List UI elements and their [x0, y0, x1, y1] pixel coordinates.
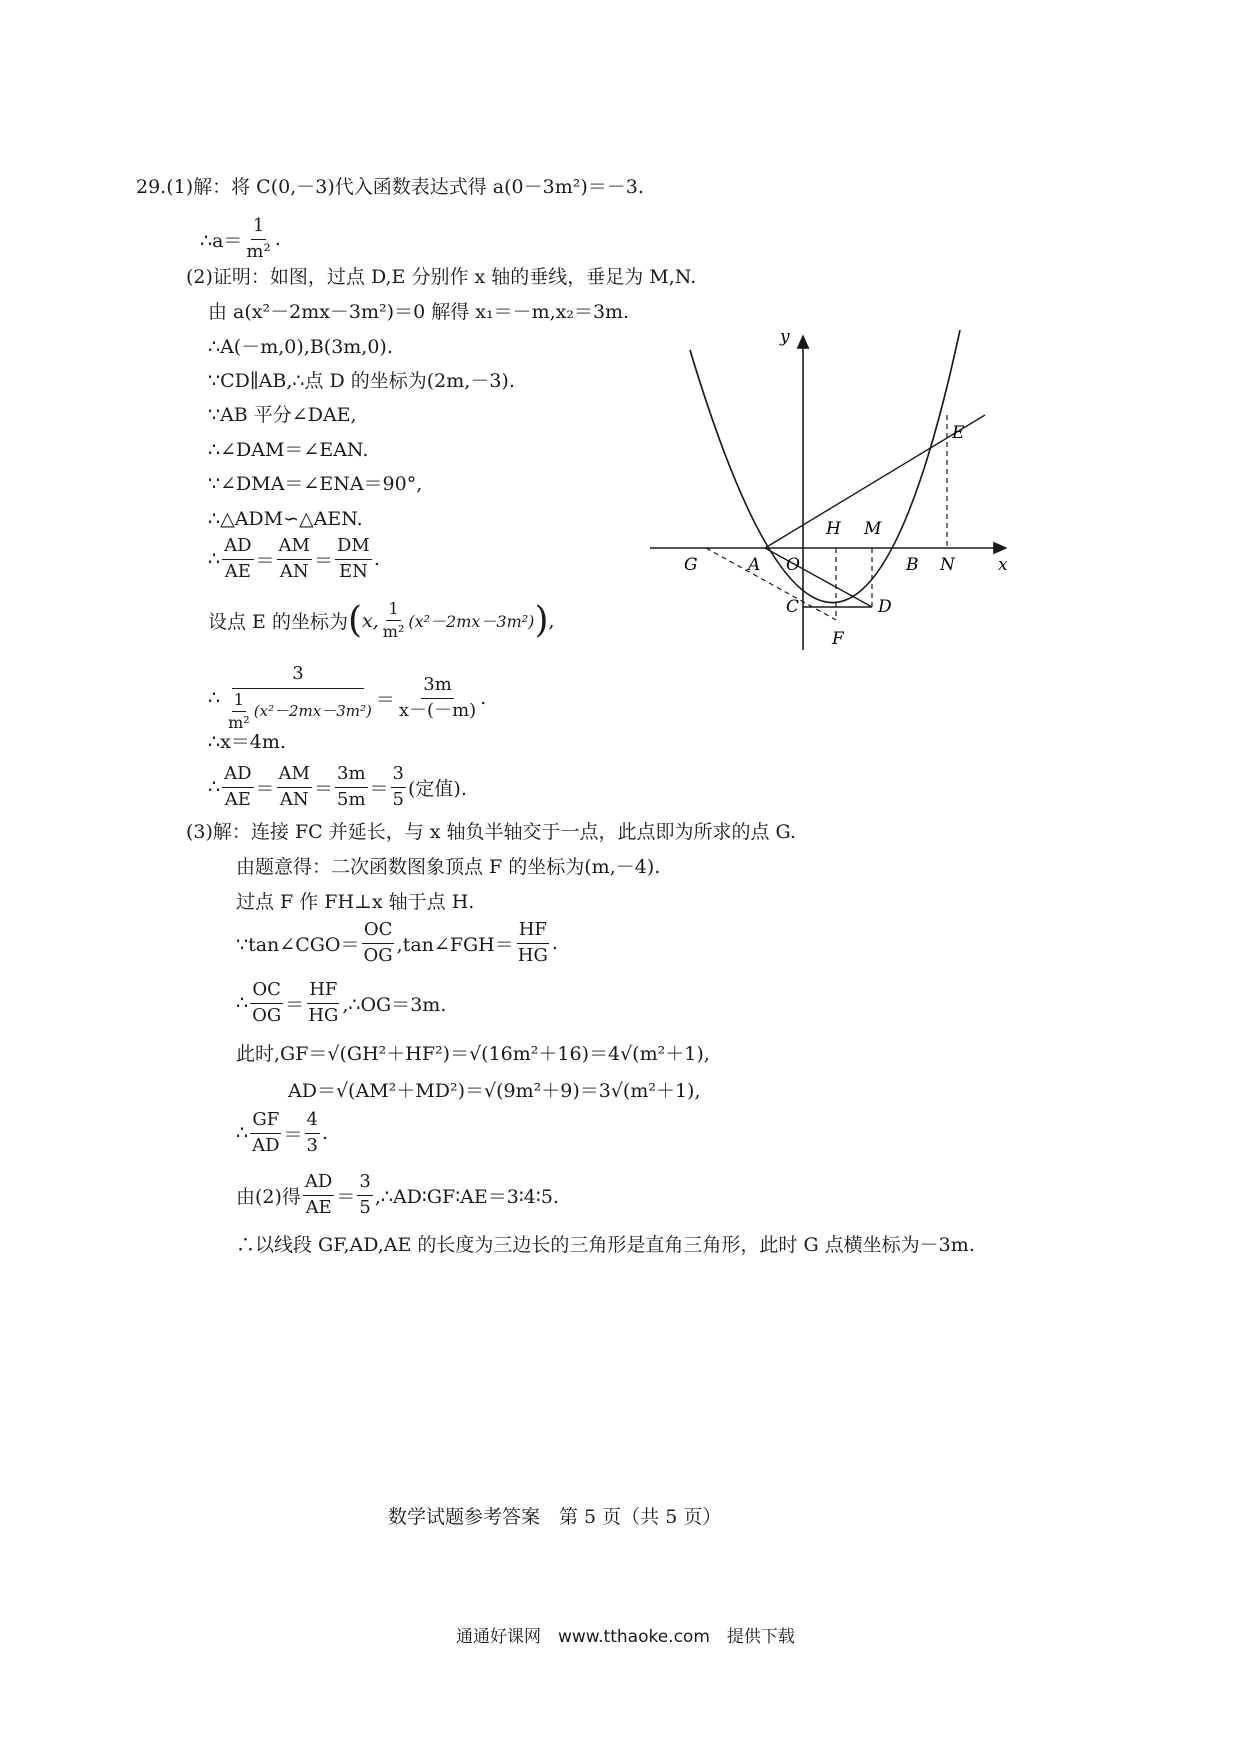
q29-part1-result: ∴a＝ $\frac{1}{\text{m²}}$ . — [200, 215, 281, 262]
fraction: $\frac{AD}{AE}$ — [224, 763, 252, 810]
fraction: $\frac{AD}{AE}$ — [224, 535, 252, 582]
fraction: $\frac{AM}{AN}$ — [278, 535, 310, 582]
watermark-text: 通通好课网 www.tthaoke.com 提供下载 — [456, 1627, 795, 1647]
line-gf — [706, 548, 836, 620]
fraction: $\frac{GF}{AD}$ — [252, 1109, 280, 1156]
q29-part1: 29.(1)解：将 C(0,－3)代入函数表达式得 a(0－3m²)＝－3. — [136, 176, 644, 198]
label-m: M — [864, 519, 882, 539]
label-f: F — [832, 629, 844, 649]
q29-conclusion: ∴以线段 GF,AD,AE 的长度为三边长的三角形是直角三角形，此时 G 点横坐标为－3m. — [236, 1234, 975, 1256]
label-x: x — [998, 555, 1008, 575]
fraction: $\frac{3}{5}$ — [359, 1171, 371, 1218]
q29-ratio-result: ∴ $\frac{AD}{AE}$ ＝ $\frac{AM}{AN}$ ＝ $\frac{3m}{5m}$ ＝ $\frac{3}{5}$ (定值). — [208, 763, 467, 810]
page-footer: 数学试题参考答案 第 5 页（共 5 页） — [388, 1506, 722, 1528]
fraction: $\frac{DM}{EN}$ — [337, 535, 370, 582]
label-h: H — [826, 519, 841, 539]
q29-part2-intro: (2)证明：如图，过点 D,E 分别作 x 轴的垂线，垂足为 M,N. — [186, 266, 697, 288]
q29-part2-step4: ∵AB 平分∠DAE, — [208, 404, 357, 426]
q29-part3-step1: 由题意得：二次函数图象顶点 F 的坐标为(m,－4). — [236, 856, 661, 878]
q29-part2-step6: ∵∠DMA＝∠ENA＝90°, — [208, 473, 423, 495]
q29-three-ratio: 由(2)得 $\frac{AD}{AE}$ ＝ $\frac{3}{5}$ ,∴AD∶GF∶AE＝3∶4∶5. — [236, 1171, 559, 1218]
fraction: $\frac{1}{\text{m²}}$ — [246, 215, 271, 262]
label-n: N — [940, 555, 955, 575]
label-c: C — [786, 597, 800, 617]
q29-ad-length: AD＝√(AM²＋MD²)＝√(9m²＋9)＝3√(m²＋1), — [288, 1080, 701, 1102]
q29-part2-step5: ∴∠DAM＝∠EAN. — [208, 439, 369, 461]
fraction: $\frac{OC}{OG}$ — [363, 919, 393, 966]
q29-x-result: ∴x＝4m. — [208, 731, 286, 753]
label-y: y — [780, 327, 790, 347]
q29-og-line: ∴ $\frac{OC}{OG}$ ＝ $\frac{HF}{HG}$ ,∴OG＝3m. — [236, 979, 447, 1026]
fraction: $\frac{3m}{5m}$ — [337, 763, 366, 810]
fraction: $\frac{4}{3}$ — [306, 1109, 318, 1156]
fraction: $\frac{1}{\text{m²}}$ — [228, 689, 250, 733]
label-a: A — [748, 555, 761, 575]
q29-part3-intro: (3)解：连接 FC 并延长，与 x 轴负半轴交于一点，此点即为所求的点 G. — [186, 821, 797, 843]
fraction: $\frac{3}{5}$ — [392, 763, 404, 810]
line-ad — [765, 548, 872, 607]
q29-part2-step7: ∴△ADM∽△AEN. — [208, 508, 363, 530]
q29-e-coordinate: 设点 E 的坐标为 ( x, $\frac{1}{\text{m²}}$ (x²－2mx－3m²) ) , — [208, 599, 555, 642]
q29-part2-step3: ∵CD∥AB,∴点 D 的坐标为(2m,－3). — [208, 370, 515, 392]
label-b: B — [906, 555, 919, 575]
fraction: $\frac{1}{\text{m²}}$ — [382, 599, 405, 642]
fraction: $\frac{HF}{HG}$ — [308, 979, 339, 1026]
label-o: O — [786, 555, 800, 575]
fraction: 3 $\frac{1}{\text{m²}}$ (x²－2mx－3m²) — [228, 663, 372, 733]
label-e: E — [952, 423, 965, 443]
parabola-figure — [640, 320, 1020, 680]
label-d: D — [878, 597, 892, 617]
q29-equation: ∴ 3 $\frac{1}{\text{m²}}$ (x²－2mx－3m²) ＝ $\frac{3m}{x-(-m)}$ . — [208, 663, 487, 733]
q29-gf-length: 此时,GF＝√(GH²＋HF²)＝√(16m²＋16)＝4√(m²＋1), — [236, 1043, 710, 1065]
fraction: $\frac{3m}{x-(-m)}$ — [398, 674, 477, 721]
q29-ratio-line: ∴ $\frac{AD}{AE}$ ＝ $\frac{AM}{AN}$ ＝ $\frac{DM}{EN}$ . — [208, 535, 380, 582]
q29-part3-step2: 过点 F 作 FH⊥x 轴于点 H. — [236, 891, 475, 913]
fraction: $\frac{HF}{HG}$ — [517, 919, 548, 966]
text-segment: ∴a＝ — [200, 229, 243, 252]
label-g: G — [684, 555, 698, 575]
fraction: $\frac{AD}{AE}$ — [304, 1171, 333, 1218]
q29-gf-ad-ratio: ∴ $\frac{GF}{AD}$ ＝ $\frac{4}{3}$ . — [236, 1109, 329, 1156]
fraction: $\frac{OC}{OG}$ — [252, 979, 282, 1026]
q29-part2-step2: ∴A(－m,0),B(3m,0). — [208, 336, 393, 358]
q29-tan-line: ∵tan∠CGO＝ $\frac{OC}{OG}$ ,tan∠FGH＝ $\frac{HF}{HG}$ . — [236, 919, 558, 966]
q29-part2-step1: 由 a(x²－2mx－3m²)＝0 解得 x₁＝－m,x₂＝3m. — [208, 301, 630, 323]
fraction: $\frac{AM}{AN}$ — [278, 763, 310, 810]
